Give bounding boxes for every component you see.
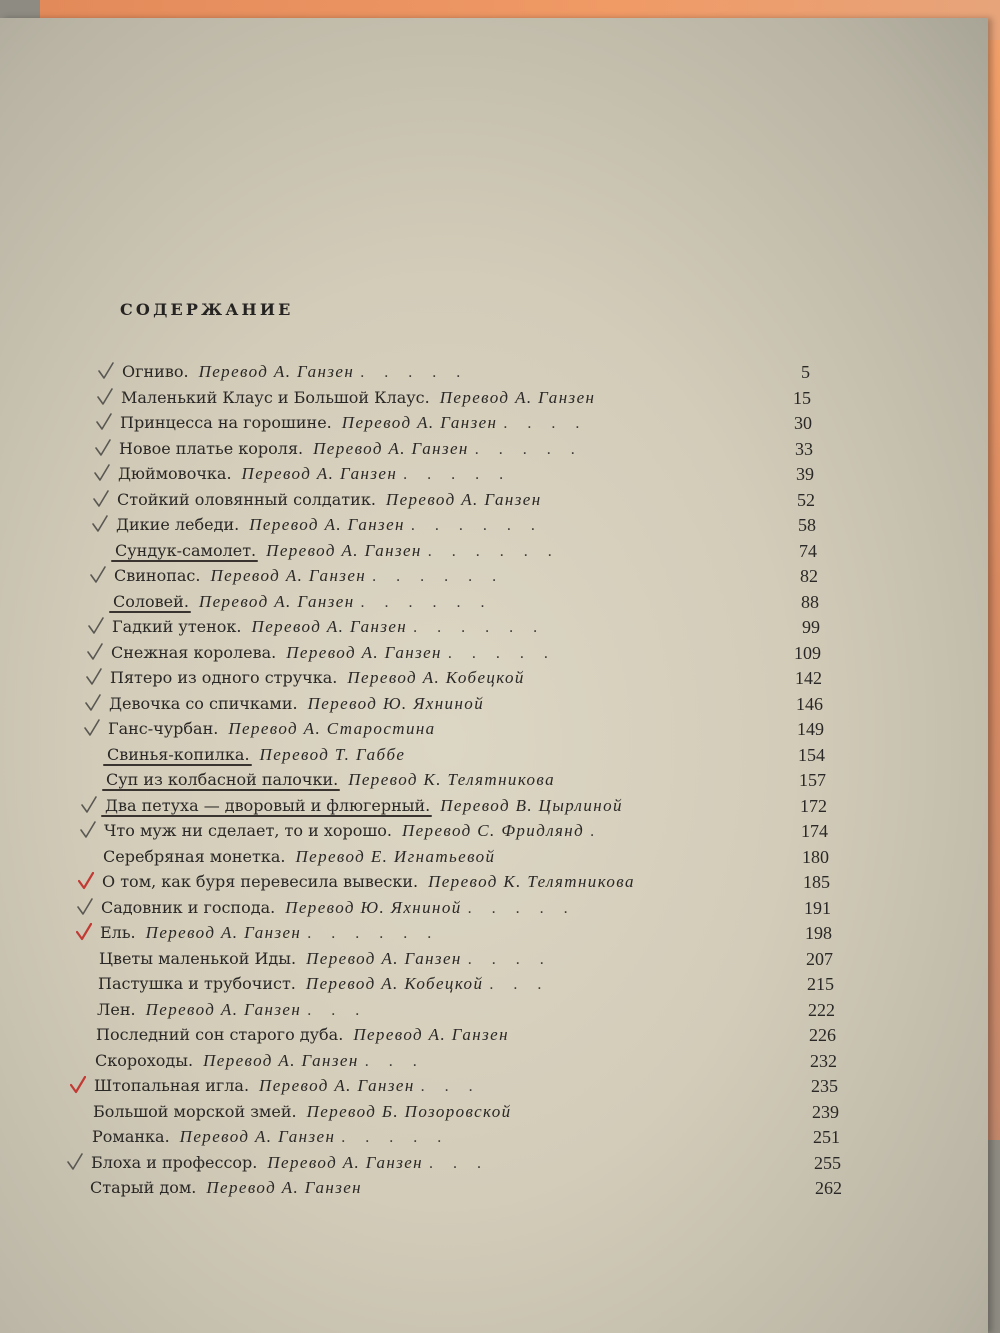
entry-page-number: 39 (796, 464, 814, 484)
toc-entry (110, 666, 525, 690)
entry-title: Ель. (100, 923, 136, 942)
checkmark-icon (67, 1153, 83, 1171)
entry-page-number: 180 (802, 846, 829, 867)
entry-translator: Перевод Б. Позоровской (306, 1101, 512, 1121)
pencil-underline (111, 560, 258, 562)
dot-leader: ..... (360, 364, 481, 381)
entry-title: Девочка со спичками. (109, 693, 298, 713)
entry-page-number: 222 (808, 999, 835, 1020)
checkmark-icon (78, 872, 94, 890)
pencil-underline (109, 611, 191, 613)
entry-title: Гадкий утенок. (112, 617, 242, 636)
checkmark-icon (94, 464, 110, 482)
entry-translator: Перевод К. Телятникова (348, 770, 555, 789)
entry-page-number: 149 (797, 719, 824, 739)
dot-leader: .... (467, 950, 564, 968)
toc-entry (99, 947, 564, 971)
entry-page-number: 58 (798, 515, 816, 535)
toc-entry (109, 692, 484, 716)
entry-title: Дикие лебеди. (116, 515, 240, 534)
entry-title: Штопальная игла. (94, 1076, 250, 1095)
dot-leader: ..... (403, 466, 524, 483)
entry-title: Стойкий оловянный солдатик. (117, 489, 376, 509)
entry-page-number: 262 (815, 1178, 842, 1198)
entry-page-number: 88 (801, 591, 819, 612)
entry-page-number: 226 (809, 1025, 836, 1045)
dot-leader: ...... (372, 568, 517, 585)
entry-translator: Перевод А. Кобецкой (305, 974, 484, 993)
dot-leader: ... (429, 1154, 501, 1172)
entry-translator: Перевод А. Ганзен (206, 1178, 362, 1197)
entry-translator: Перевод А. Ганзен (145, 999, 302, 1019)
entry-title: Ганс-чурбан. (108, 719, 219, 738)
toc-entry (122, 360, 480, 384)
entry-page-number: 33 (795, 438, 813, 459)
entry-translator: Перевод Ю. Яхниной (285, 897, 462, 917)
entry-page-number: 142 (795, 668, 822, 688)
entry-title: Соловей. (113, 591, 189, 611)
entry-translator: Перевод А. Ганзен (145, 923, 302, 942)
toc-entry (103, 845, 495, 869)
dot-leader: ...... (413, 619, 558, 636)
entry-translator: Перевод А. Ганзен (385, 489, 542, 509)
toc-entry (111, 641, 568, 665)
checkmark-icon (81, 796, 97, 814)
toc-entry (91, 1151, 501, 1175)
checkmark-icon (76, 923, 92, 941)
entry-translator: Перевод А. Ганзен (439, 387, 596, 407)
dot-leader: ... (489, 976, 562, 993)
entry-page-number: 109 (794, 642, 821, 663)
entry-translator: Перевод А. Кобецкой (347, 668, 525, 687)
entry-translator: Перевод А. Ганзен (241, 464, 398, 483)
dot-leader: ...... (427, 542, 572, 560)
entry-page-number: 235 (811, 1076, 838, 1096)
entry-page-number: 191 (804, 897, 831, 918)
toc-entry (95, 1049, 437, 1073)
checkmark-icon (84, 719, 100, 737)
entry-translator: Перевод А. Ганзен (198, 362, 355, 381)
entry-translator: Перевод С. Фридлянд (401, 821, 585, 840)
entry-title: Серебряная монетка. (103, 846, 286, 866)
toc-entry (117, 488, 542, 512)
entry-title: Дюймовочка. (118, 464, 232, 483)
checkmark-icon (77, 898, 93, 916)
entry-translator: Перевод А. Ганзен (306, 948, 462, 968)
toc-entry (119, 437, 595, 461)
checkmark-icon (90, 566, 106, 584)
dot-leader: ..... (447, 644, 568, 662)
entry-translator: Перевод А. Ганзен (179, 1127, 336, 1146)
entry-translator: Перевод А. Ганзен (313, 438, 469, 458)
entry-page-number: 52 (797, 489, 815, 510)
dot-leader: ..... (341, 1129, 462, 1146)
entry-title: Лен. (97, 999, 136, 1019)
toc-entry (98, 972, 561, 996)
entry-page-number: 215 (807, 974, 834, 994)
entry-title: Что муж ни сделает, то и хорошо. (104, 821, 392, 840)
entry-title: Суп из колбасной палочки. (106, 770, 339, 789)
dot-leader: ... (420, 1078, 493, 1095)
entry-page-number: 207 (806, 948, 833, 969)
toc-entry (107, 743, 405, 767)
entry-translator: Перевод А. Ганзен (251, 617, 408, 636)
entry-title: Принцесса на горошине. (120, 413, 332, 432)
toc-entry (90, 1176, 362, 1200)
entry-title: О том, как буря перевесила вывески. (102, 872, 419, 891)
checkmark-icon (95, 439, 111, 457)
checkmark-icon (93, 490, 109, 508)
checkmark-icon (97, 388, 113, 406)
dot-leader: ...... (307, 925, 452, 942)
checkmark-icon (92, 515, 108, 533)
entry-page-number: 198 (805, 923, 832, 943)
toc-entry (118, 462, 523, 486)
entry-translator: Перевод А. Ганзен (259, 1076, 415, 1095)
entry-translator: Перевод А. Ганзен (353, 1025, 509, 1044)
checkmark-icon (70, 1076, 86, 1094)
entry-translator: Перевод А. Ганзен (341, 413, 498, 432)
toc-entry (116, 513, 555, 537)
entry-page-number: 15 (793, 387, 811, 408)
entry-translator: Перевод А. Ганзен (210, 566, 367, 585)
pencil-underline (102, 789, 340, 791)
entry-page-number: 74 (799, 540, 817, 561)
entry-title: Последний сон старого дуба. (96, 1025, 344, 1044)
entry-page-number: 172 (800, 795, 827, 816)
entry-title: Снежная королева. (111, 642, 277, 662)
toc-entry (100, 921, 451, 945)
entry-page-number: 232 (810, 1050, 837, 1071)
entry-translator: Перевод А. Ганзен (249, 515, 405, 534)
entry-page-number: 157 (799, 770, 826, 790)
entry-title: Два петуха — дворовый и флюгерный. (105, 795, 431, 815)
entry-page-number: 5 (801, 362, 810, 382)
toc-entry (93, 1100, 512, 1124)
toc-entry (97, 998, 379, 1022)
checkmark-icon (96, 413, 112, 431)
entry-page-number: 251 (813, 1127, 840, 1147)
contents-heading: СОДЕРЖАНИЕ (120, 300, 294, 319)
entry-translator: Перевод В. Цырлиной (440, 795, 623, 815)
entry-title: Скороходы. (95, 1050, 194, 1070)
checkmark-icon (80, 821, 96, 839)
entry-page-number: 255 (814, 1152, 841, 1173)
entry-page-number: 82 (800, 566, 818, 586)
entry-title: Пастушка и трубочист. (98, 974, 296, 993)
toc-entry (102, 870, 635, 894)
entry-title: Большой морской змей. (93, 1101, 297, 1121)
entry-translator: Перевод А. Ганзен (286, 642, 442, 662)
entry-title: Пятеро из одного стручка. (110, 668, 338, 687)
checkmark-icon (88, 617, 104, 635)
entry-title: Цветы маленькой Иды. (99, 948, 297, 968)
dot-leader: ...... (360, 593, 505, 611)
entry-translator: Перевод К. Телятникова (428, 872, 635, 891)
entry-translator: Перевод Т. Габбе (259, 744, 406, 764)
entry-translator: Перевод А. Ганзен (267, 1152, 423, 1172)
entry-page-number: 146 (796, 693, 823, 714)
toc-entry (113, 590, 505, 614)
toc-entry (114, 564, 516, 588)
toc-entry (108, 717, 436, 741)
toc-entry (105, 794, 623, 818)
checkmark-icon (86, 668, 102, 686)
dot-leader: . (590, 823, 615, 840)
pencil-underline (103, 764, 252, 766)
checkmark-icon (87, 643, 103, 661)
entry-title: Сундук-самолет. (115, 540, 257, 560)
entry-page-number: 239 (812, 1101, 839, 1122)
dot-leader: ..... (474, 440, 595, 458)
toc-entry (121, 386, 595, 410)
entry-title: Свинья-копилка. (107, 744, 250, 764)
entry-translator: Перевод А. Ганзен (266, 540, 422, 560)
entry-title: Маленький Клаус и Большой Клаус. (121, 387, 430, 407)
entry-page-number: 30 (794, 413, 812, 433)
dot-leader: ...... (410, 517, 555, 534)
entry-page-number: 185 (803, 872, 830, 892)
dot-leader: .... (503, 415, 600, 432)
toc-entry (94, 1074, 493, 1098)
toc-entry (92, 1125, 461, 1149)
entry-page-number: 99 (802, 617, 820, 637)
toc-entry (96, 1023, 509, 1047)
entry-translator: Перевод А. Старостина (228, 719, 436, 738)
toc-entry (101, 896, 588, 920)
entry-translator: Перевод Е. Игнатьевой (295, 846, 496, 866)
pencil-underline (101, 815, 432, 817)
dot-leader: ... (364, 1052, 437, 1070)
entry-page-number: 154 (798, 744, 825, 765)
entry-title: Романка. (92, 1127, 170, 1146)
checkmark-icon (98, 362, 114, 380)
entry-translator: Перевод Ю. Яхниной (307, 693, 485, 713)
toc-entry (104, 819, 614, 843)
dot-leader: ..... (467, 899, 588, 917)
entry-title: Старый дом. (90, 1178, 197, 1197)
entry-title: Свинопас. (114, 566, 201, 585)
entry-title: Новое платье короля. (119, 438, 304, 458)
checkmark-icon (85, 694, 101, 712)
toc-entry (120, 411, 599, 435)
toc-entry (112, 615, 557, 639)
entry-translator: Перевод А. Ганзен (198, 591, 355, 611)
entry-page-number: 174 (801, 821, 828, 841)
entry-title: Блоха и профессор. (91, 1152, 258, 1172)
entry-title: Садовник и господа. (101, 897, 276, 917)
entry-translator: Перевод А. Ганзен (203, 1050, 359, 1070)
toc-entry (115, 539, 572, 563)
dot-leader: ... (307, 1001, 380, 1019)
entry-title: Огниво. (122, 362, 189, 381)
